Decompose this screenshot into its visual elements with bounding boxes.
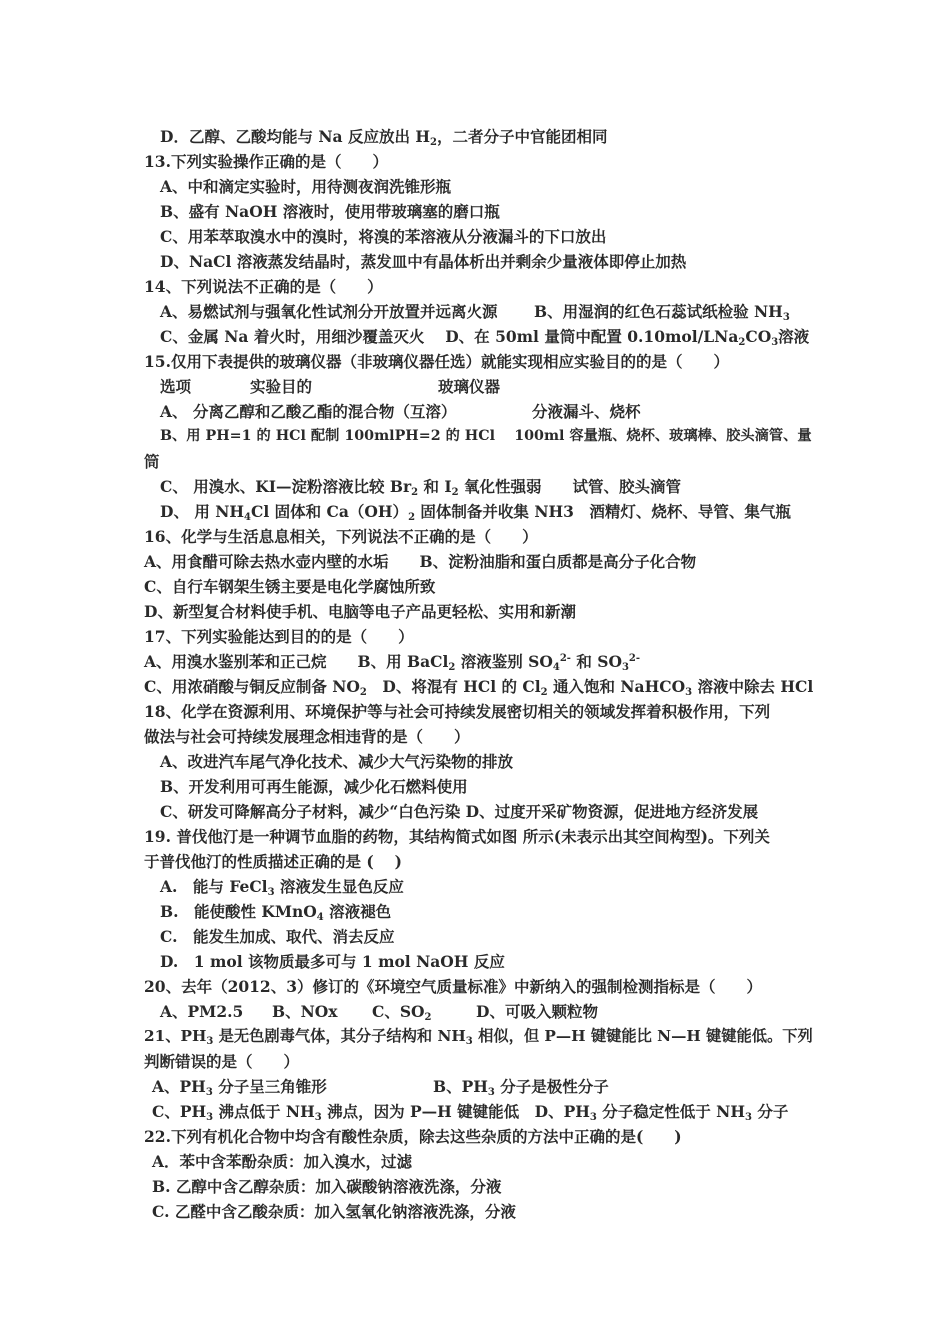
table-row: B、用 PH=1 的 HCl 配制 100mlPH=2 的 HCl 100ml 容量瓶、烧杯、玻璃棒、胶头滴管、量 (160, 428, 812, 444)
text-line: D、新型复合材料使手机、电脑等电子产品更轻松、实用和新潮 (144, 602, 576, 621)
text-line: A、中和滴定实验时，用待测夜润洗锥形瓶 (160, 177, 452, 196)
options-row: A、PM2.5 B、NOx C、$SO_2$ D、可吸入颗粒物 (160, 1002, 598, 1023)
text-line: 筒 (144, 452, 160, 471)
text-line: A、用溴水鉴别苯和正己烷 B、用 BaCl$_2$ 溶液鉴别 $SO_4^{2-}$ 和 $SO_3^{2-}$ (144, 652, 641, 673)
text-line: C、金属 Na 着火时，用细沙覆盖灭火 D、在 50ml 量筒中配置 $0.10mol/LNa_2CO_3$溶液 (160, 327, 810, 348)
question-22-title: 22.下列有机化合物中均含有酸性杂质，除去这些杂质的方法中正确的是( ) (144, 1127, 682, 1146)
text-line: A. 能与 FeCl$_3$ 溶液发生显色反应 (160, 877, 404, 898)
text-line: 于普伐他汀的性质描述正确的是 ( ) (144, 852, 402, 871)
options-row: C、$PH_3$ 沸点低于 $NH_3$ 沸点，因为 P—H 键键能低 D、$PH_3$ 分子稳定性低于 $NH_3$ 分子 (152, 1102, 789, 1123)
text-line: 做法与社会可持续发展理念相违背的是（ ） (144, 727, 470, 746)
question-15-title: 15.仅用下表提供的玻璃仪器（非玻璃仪器任选）就能实现相应实验目的的是（ ） (144, 352, 729, 371)
text-line: B. 乙醇中含乙醇杂质：加入碳酸钠溶液洗涤，分液 (152, 1177, 502, 1196)
text-line: D．乙醇、乙酸均能与 Na 反应放出 $H_2$，二者分子中官能团相同 (160, 127, 608, 148)
question-13-title: 13.下列实验操作正确的是（ ） (144, 152, 388, 171)
question-17-title: 17、下列实验能达到目的的是（ ） (144, 627, 414, 646)
text-line: A、易燃试剂与强氧化性试剂分开放置并远离火源 B、用湿润的红色石蕊试纸检验 $NH_3$ (160, 302, 790, 323)
text-line: A、改进汽车尾气净化技术、减少大气污染物的排放 (160, 752, 514, 771)
text-line: D. 1 mol 该物质最多可与 1 mol NaOH 反应 (160, 952, 505, 971)
text-line: D、NaCl 溶液蒸发结晶时，蒸发皿中有晶体析出并剩余少量液体即停止加热 (160, 252, 687, 271)
text-line: A．苯中含苯酚杂质：加入溴水，过滤 (152, 1152, 413, 1171)
text-line: A、用食醋可除去热水壶内壁的水垢 B、淀粉油脂和蛋白质都是高分子化合物 (144, 552, 697, 571)
table-row: D、 用 $NH_4Cl$ 固体和 $Ca(OH)_2$ 固体制备并收集 NH3 酒精灯、烧杯、导管、集气瓶 (160, 502, 791, 523)
text-line: C、用苯萃取溴水中的溴时，将溴的苯溶液从分液漏斗的下口放出 (160, 227, 607, 246)
text-line: B. 能使酸性 KMnO$_4$ 溶液褪色 (160, 902, 392, 923)
text-line: B、盛有 NaOH 溶液时，使用带玻璃塞的磨口瓶 (160, 202, 500, 221)
question-21-title: 21、$PH_3$ 是无色剧毒气体，其分子结构和 $NH_3$ 相似，但 P—H 键键能比 N—H 键键能低。下列 (144, 1027, 813, 1047)
text-line: 判断错误的是（ ） (144, 1052, 300, 1071)
question-14-title: 14、下列说法不正确的是（ ） (144, 277, 383, 296)
table-row: A、 分离乙醇和乙酸乙酯的混合物（互溶） 分液漏斗、烧杯 (160, 402, 641, 421)
text-line: C. 能发生加成、取代、消去反应 (160, 927, 395, 946)
options-row: A、$PH_3$ 分子呈三角锥形 B、$PH_3$ 分子是极性分子 (152, 1077, 609, 1098)
question-18-title: 18、化学在资源利用、环境保护等与社会可持续发展密切相关的领域发挥着积极作用，下列 (144, 702, 771, 721)
table-header-row: 选项 实验目的 玻璃仪器 (160, 377, 501, 396)
text-line: B、开发利用可再生能源，减少化石燃料使用 (160, 777, 468, 796)
text-line: C、研发可降解高分子材料，减少“白色污染 D、过度开采矿物资源，促进地方经济发展 (160, 802, 759, 821)
text-line: C、用浓硝酸与铜反应制备 $NO_2$ D、将混有 HCl 的 $Cl_2$ 通入饱和 NaHCO$_3$ 溶液中除去 HCl (144, 677, 814, 698)
question-16-title: 16、化学与生活息息相关，下列说法不正确的是（ ） (144, 527, 538, 546)
table-row: C、 用溴水、KI—淀粉溶液比较 $Br_2$ 和 $I_2$ 氧化性强弱 试管、胶头滴管 (160, 477, 682, 498)
question-19-title: 19. 普伐他汀是一种调节血脂的药物，其结构简式如图 所示(未表示出其空间构型)。下列关 (144, 827, 770, 846)
question-20-title: 20、去年（2012、3）修订的《环境空气质量标准》中新纳入的强制检测指标是（ ） (144, 977, 762, 996)
text-line: C. 乙醛中含乙酸杂质：加入氢氧化钠溶液洗涤，分液 (152, 1202, 516, 1221)
text-line: C、自行车钢架生锈主要是电化学腐蚀所致 (144, 577, 436, 596)
